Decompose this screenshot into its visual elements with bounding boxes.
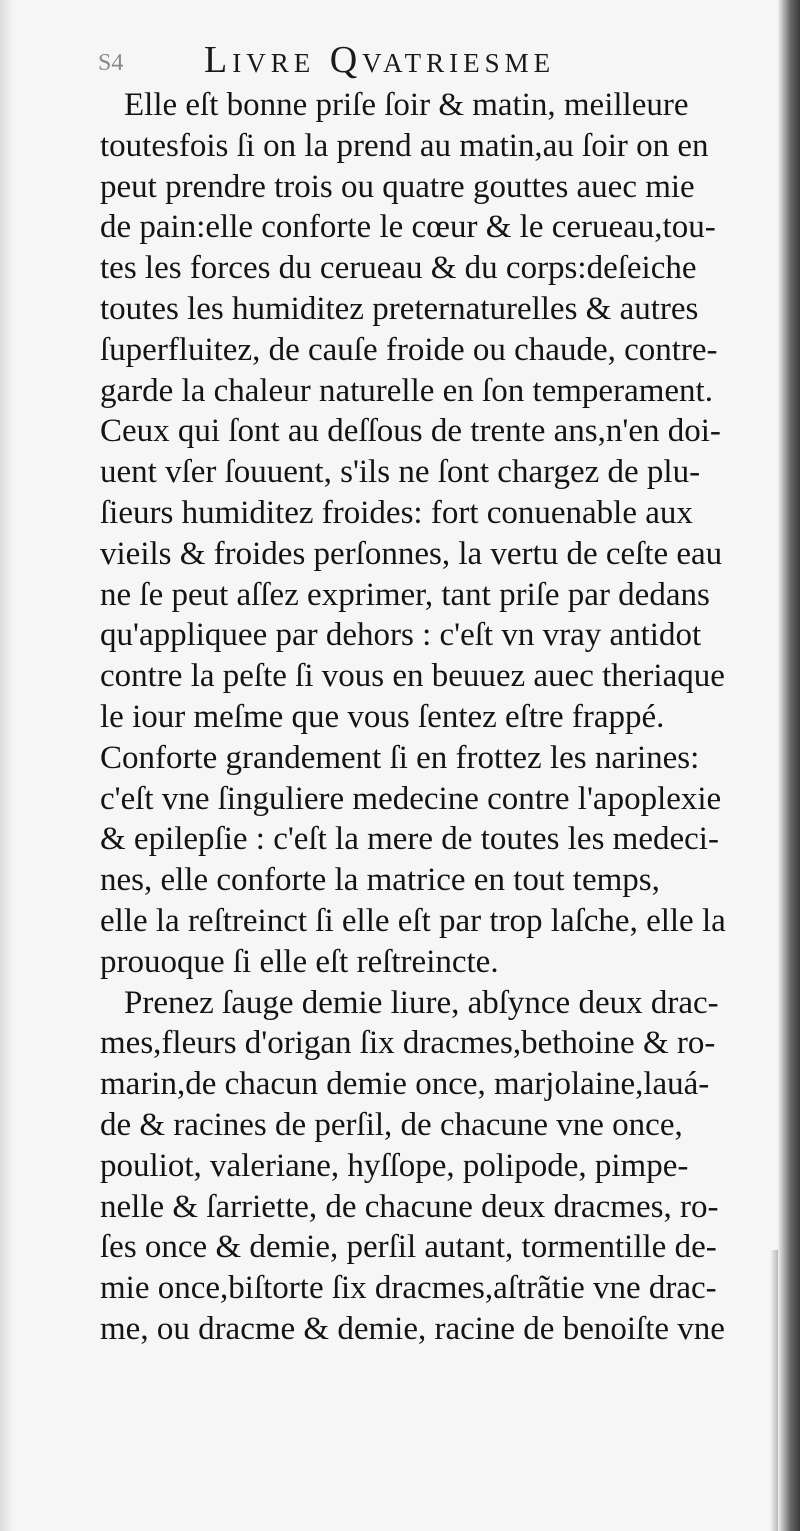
text-line: de & racines de perſil, de chacune vne once, (100, 1106, 683, 1143)
text-line: le iour meſme que vous ſentez eſtre frappé. (100, 698, 665, 735)
text-line: mes,fleurs d'origan ſix dracmes,bethoine & ro- (100, 1025, 716, 1062)
text-line: Conforte grandement ſi en frottez les narines: (100, 739, 700, 776)
text-line: Prenez ſauge demie liure, abſynce deux drac- (124, 984, 719, 1021)
text-line: ſes once & demie, perſil autant, tormentille de- (100, 1229, 717, 1266)
text-line: uent vſer ſouuent, s'ils ne ſont chargez de plu- (100, 454, 701, 491)
text-line: & epilepſie : c'eſt la mere de toutes les medeci- (100, 821, 719, 858)
text-line: toutes les humiditez preternaturelles & autres (100, 290, 699, 327)
text-line: contre la peſte ſi vous en beuuez auec theriaque (100, 658, 725, 695)
text-line: prouoque ſi elle eſt reſtreincte. (100, 943, 499, 980)
text-line: nes, elle conforte la matrice en tout temps, (100, 862, 660, 899)
text-line: Elle eſt bonne priſe ſoir & matin, meilleure (124, 87, 689, 123)
text-line: elle la reſtreinct ſi elle eſt par trop laſche, elle la (100, 902, 726, 939)
page-gutter-shadow (0, 0, 14, 1531)
text-line: marin,de chacun demie once, marjolaine,lauá- (100, 1066, 710, 1103)
page-edge-shadow (778, 0, 800, 1531)
text-line: mie once,biſtorte ſix dracmes,aſtrãtie vne drac- (100, 1270, 717, 1307)
text-line: de pain:elle conforte le cœur & le cerueau,tou- (100, 209, 716, 246)
text-line: me, ou dracme & demie, racine de benoiſte vne (100, 1310, 725, 1347)
text-line: qu'appliquee par dehors : c'eſt vn vray antidot (100, 617, 702, 654)
text-line: toutesfois ſi on la prend au matin,au ſoir on en (100, 127, 709, 164)
text-line: peut prendre trois ou quatre gouttes auec mie (100, 168, 695, 205)
text-line: garde la chaleur naturelle en ſon temperament. (100, 372, 713, 409)
text-line: Ceux qui ſont au deſſous de trente ans,n'en doi- (100, 413, 721, 450)
running-head: Livre Qvatriesme (204, 39, 556, 81)
text-line: vieils & froides perſonnes, la vertu de ceſte eau (100, 535, 723, 572)
text-line: pouliot, valeriane, hyſſope, polipode, pimpe- (100, 1147, 689, 1184)
text-line: tes les forces du cerueau & du corps:deſeiche (100, 250, 697, 287)
text-line: c'eſt vne ſinguliere medecine contre l'apoplexie (100, 780, 722, 817)
body-text (100, 85, 760, 1350)
text-line: ſuperfluitez, de cauſe froide ou chaude, contre- (100, 331, 718, 368)
page-edge-shadow-lower (770, 1250, 778, 1531)
text-line: ſieurs humiditez froides: fort conuenable aux (100, 494, 693, 531)
text-line: nelle & ſarriette, de chacune deux dracmes, ro- (100, 1188, 719, 1225)
text-line: ne ſe peut aſſez exprimer, tant priſe par dedans (100, 576, 710, 613)
page-number: S4 (98, 50, 124, 76)
